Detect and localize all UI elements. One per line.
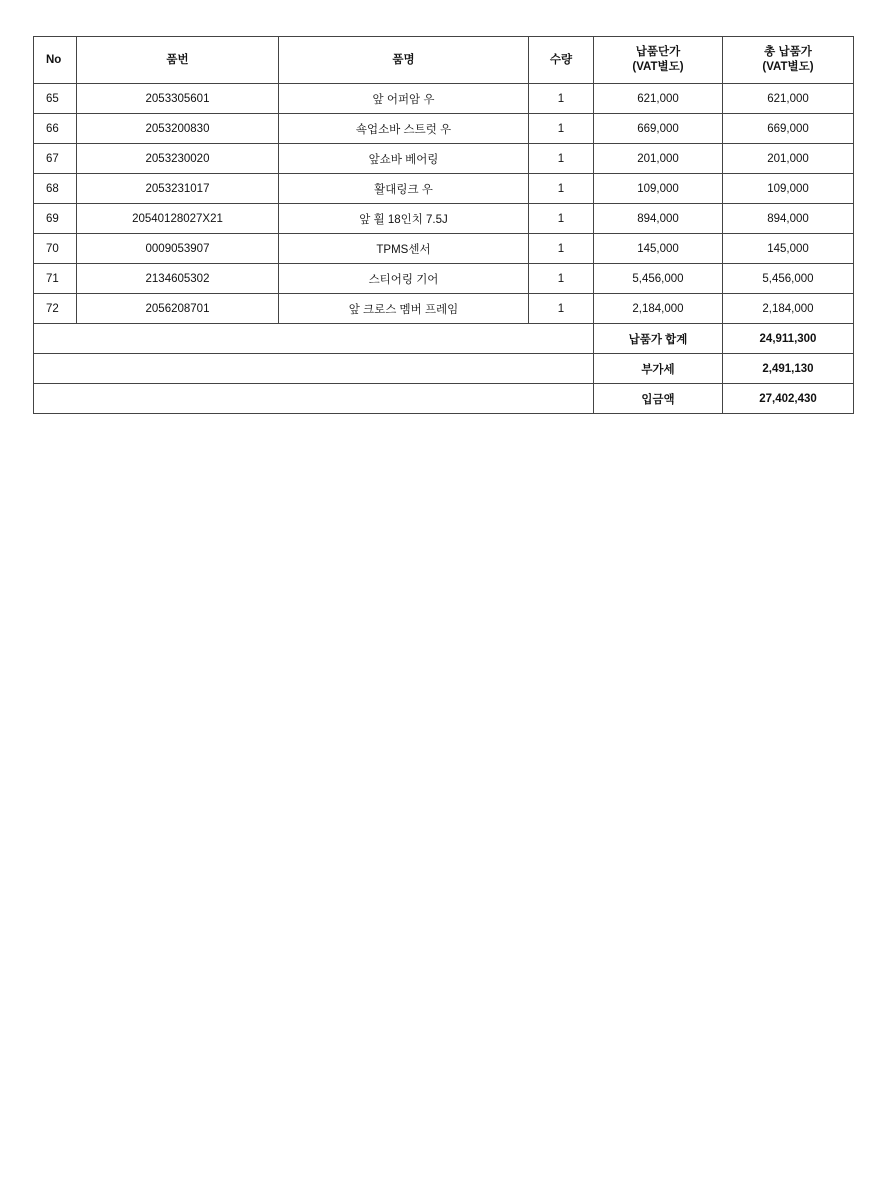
row-total-price: 621,000	[723, 84, 854, 114]
row-unit-price: 5,456,000	[594, 264, 723, 294]
row-quantity: 1	[529, 174, 594, 204]
row-unit-price: 669,000	[594, 114, 723, 144]
header-part-number: 품번	[77, 37, 279, 84]
deposit-value: 27,402,430	[723, 384, 854, 414]
row-no: 72	[34, 294, 77, 324]
row-part-number: 2134605302	[77, 264, 279, 294]
row-no: 68	[34, 174, 77, 204]
row-no: 71	[34, 264, 77, 294]
table-row	[34, 234, 854, 264]
table-header-row	[34, 37, 854, 84]
row-unit-price: 109,000	[594, 174, 723, 204]
row-part-number: 2053305601	[77, 84, 279, 114]
row-quantity: 1	[529, 84, 594, 114]
row-part-name: 앞쇼바 베어링	[279, 144, 529, 174]
row-no: 67	[34, 144, 77, 174]
header-unit-price-line1: 납품단가	[635, 46, 681, 58]
row-unit-price: 894,000	[594, 204, 723, 234]
row-unit-price: 2,184,000	[594, 294, 723, 324]
header-total-price-line1: 총 납품가	[764, 46, 812, 58]
subtotal-value: 24,911,300	[723, 324, 854, 354]
vat-value: 2,491,130	[723, 354, 854, 384]
row-part-name: TPMS센서	[279, 234, 529, 264]
row-total-price: 201,000	[723, 144, 854, 174]
row-part-number: 0009053907	[77, 234, 279, 264]
row-part-number: 20540128027X21	[77, 204, 279, 234]
row-quantity: 1	[529, 114, 594, 144]
row-quantity: 1	[529, 204, 594, 234]
table-row	[34, 264, 854, 294]
row-part-number: 2053231017	[77, 174, 279, 204]
header-unit-price-line2: (VAT별도)	[632, 61, 684, 73]
summary-row-vat	[34, 354, 854, 384]
header-quantity: 수량	[529, 37, 594, 84]
table-row	[34, 174, 854, 204]
header-part-name: 품명	[279, 37, 529, 84]
row-quantity: 1	[529, 234, 594, 264]
row-unit-price: 145,000	[594, 234, 723, 264]
row-part-number: 2056208701	[77, 294, 279, 324]
vat-label: 부가세	[594, 354, 723, 384]
summary-spacer	[34, 384, 594, 414]
row-total-price: 894,000	[723, 204, 854, 234]
row-no: 70	[34, 234, 77, 264]
row-total-price: 145,000	[723, 234, 854, 264]
summary-spacer	[34, 324, 594, 354]
row-part-name: 앞 휠 18인치 7.5J	[279, 204, 529, 234]
summary-row-subtotal	[34, 324, 854, 354]
subtotal-label: 납품가 합계	[594, 324, 723, 354]
table-row	[34, 294, 854, 324]
parts-price-table	[33, 36, 854, 414]
row-total-price: 5,456,000	[723, 264, 854, 294]
deposit-label: 입금액	[594, 384, 723, 414]
row-no: 66	[34, 114, 77, 144]
row-quantity: 1	[529, 264, 594, 294]
table-row	[34, 114, 854, 144]
header-unit-price	[594, 37, 723, 84]
row-part-name: 앞 어퍼암 우	[279, 84, 529, 114]
row-part-name: 앞 크로스 멤버 프레임	[279, 294, 529, 324]
table-row	[34, 84, 854, 114]
table-row	[34, 204, 854, 234]
header-total-price	[723, 37, 854, 84]
table-row	[34, 144, 854, 174]
summary-spacer	[34, 354, 594, 384]
row-part-number: 2053230020	[77, 144, 279, 174]
row-part-name: 활대링크 우	[279, 174, 529, 204]
row-quantity: 1	[529, 294, 594, 324]
row-no: 69	[34, 204, 77, 234]
summary-row-deposit	[34, 384, 854, 414]
row-part-name: 스티어링 기어	[279, 264, 529, 294]
row-unit-price: 201,000	[594, 144, 723, 174]
row-part-number: 2053200830	[77, 114, 279, 144]
row-part-name: 쇽업소바 스트럿 우	[279, 114, 529, 144]
header-total-price-line2: (VAT별도)	[762, 61, 814, 73]
row-total-price: 2,184,000	[723, 294, 854, 324]
row-total-price: 669,000	[723, 114, 854, 144]
header-no: No	[34, 37, 77, 84]
row-no: 65	[34, 84, 77, 114]
row-total-price: 109,000	[723, 174, 854, 204]
row-quantity: 1	[529, 144, 594, 174]
row-unit-price: 621,000	[594, 84, 723, 114]
